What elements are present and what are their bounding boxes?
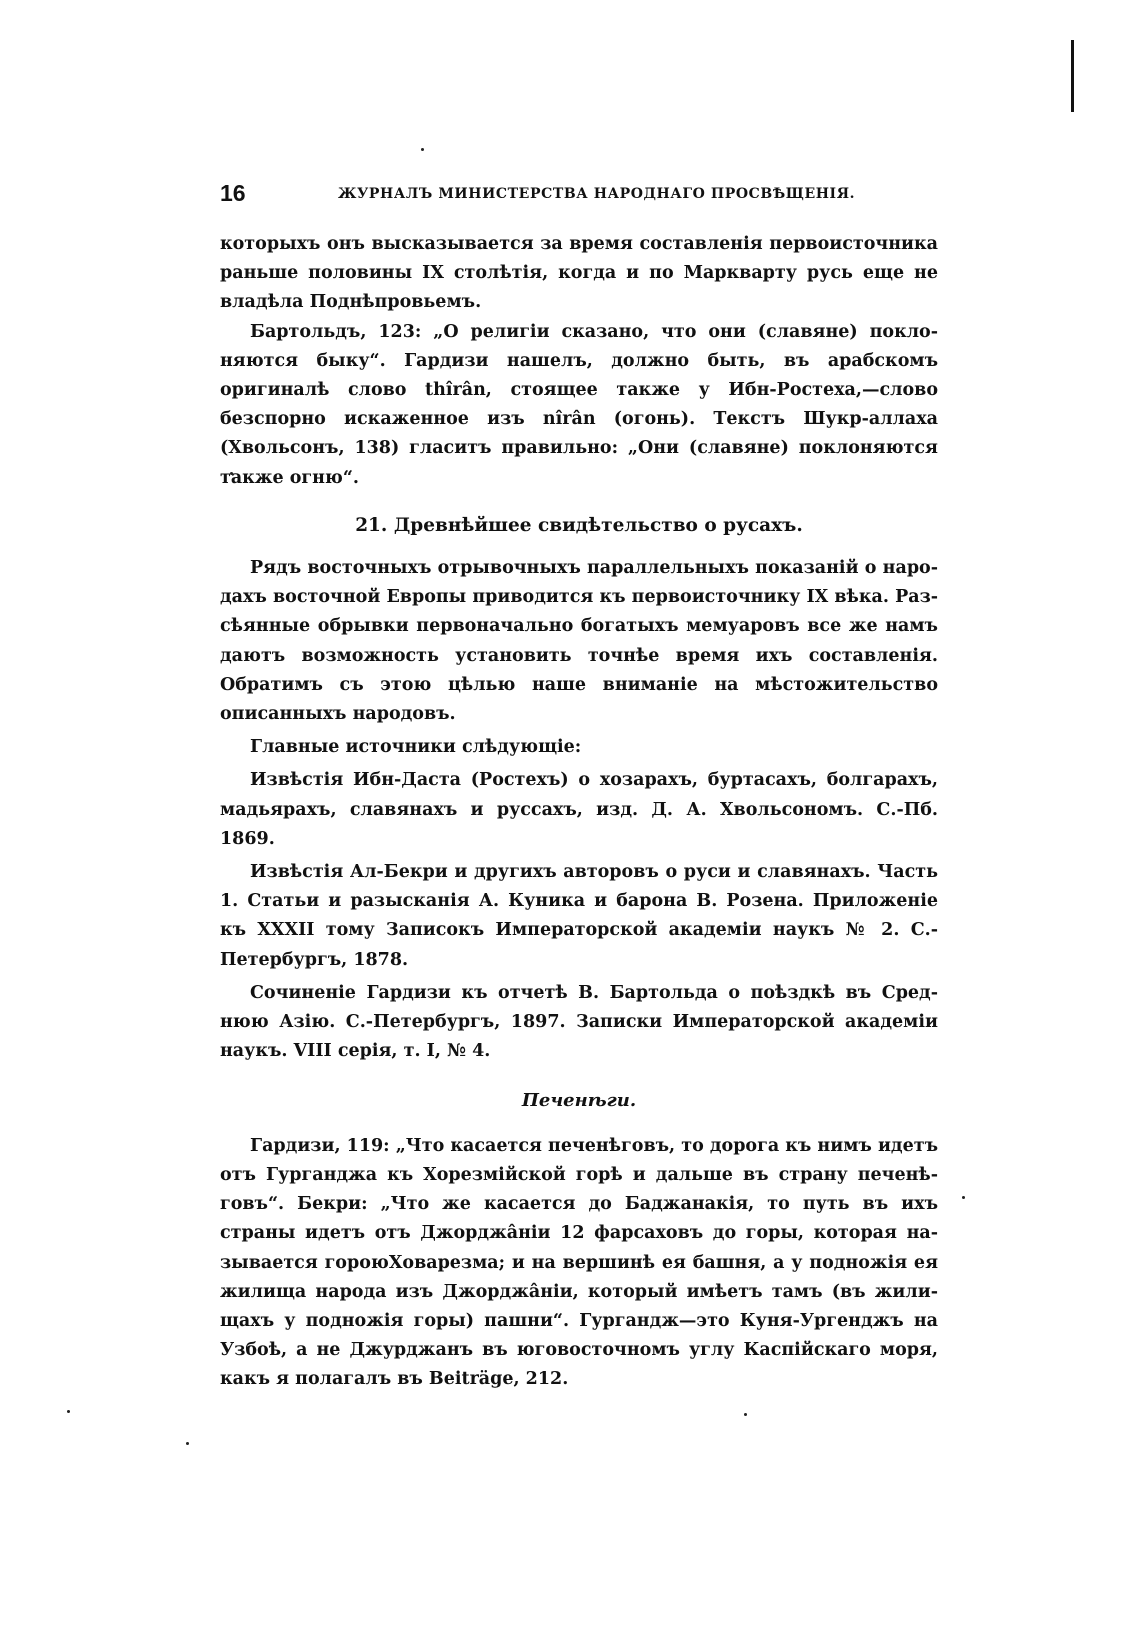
scan-speck bbox=[421, 148, 424, 151]
scan-speck bbox=[962, 1196, 965, 1199]
paragraph-sources-heading: Главные источники слѣдующіе: bbox=[250, 737, 582, 758]
paragraph-source-ibn-dasta: Извѣстія Ибн-Даста (Ростехъ) о хозарахъ, буртасахъ, болгарахъ, мадьярахъ, славянахъ и руссахъ, изд. Д. А. Хвольсономъ. С.-Пб. 1869. bbox=[220, 770, 938, 849]
page-number: 16 bbox=[220, 180, 246, 206]
scan-speck bbox=[744, 1413, 747, 1416]
running-title: ЖУРНАЛЪ МИНИСТЕРСТВА НАРОДНАГО ПРОСВѢЩЕНІЯ. bbox=[338, 186, 856, 202]
margin-rule-mark bbox=[1071, 40, 1074, 112]
scan-speck bbox=[186, 1442, 189, 1445]
paragraph-continuation: которыхъ онъ высказывается за время составленія первоисточника раньше половины IX столѣтія, когда и по Маркварту русь еще не владѣла Поднѣпровьемъ. bbox=[220, 234, 938, 313]
paragraph-pechenegs: Гардизи, 119: „Что касается печенѣговъ, то дорога къ нимъ идетъ отъ Гурганджа къ Хорезмійской горѣ и дальше въ страну печенѣговъ“. Бекри: „Что же касается до Баджанакія, то путь въ ихъ страны идетъ отъ Джорджâніи 12 фарсаховъ до горы, которая называется гороюХоварезма; и на вершинѣ ея башня, а у подножія ея жилища народа изъ Джорджâніи, который имѣетъ тамъ (въ жилищахъ у подножія горы) пашни“. Гургандж—это Куня-Ургенджъ на Узбоѣ, а не Джурджанъ въ юговосточномъ углу Каспійскаго моря, какъ я полагалъ въ Beiträge, 212. bbox=[220, 1135, 938, 1390]
subsection-title: Печенѣги. bbox=[521, 1090, 637, 1112]
page-body bbox=[220, 230, 938, 1395]
paragraph-source-al-bekri: Извѣстія Ал-Бекри и другихъ авторовъ о руси и славянахъ. Часть 1. Статьи и разысканія А. Куника и барона В. Розена. Приложеніе къ XXXII тому Записокъ Императорской академіи наукъ № 2. С.-Петербургъ, 1878. bbox=[220, 862, 938, 970]
paragraph-bartold: Бартольдъ, 123: „О религіи сказано, что они (славяне) поклоняются быку“. Гардизи нашелъ, должно быть, въ арабскомъ оригиналѣ слово thîrân, стоящее также у Ибн-Ростеха,—слово безспорно искаженное изъ nîrân (огонь). Текстъ Шукр-аллаха (Хвольсонъ, 138) гласитъ правильно: „Они (славяне) поклоняются также огню“. bbox=[220, 321, 938, 488]
paragraph-source-gardizi: Сочиненіе Гардизи къ отчетѣ В. Бартольда о поѣздкѣ въ Среднюю Азію. С.-Петербургъ, 1897. Записки Императорской академіи наукъ. VIII серія, т. I, № 4. bbox=[220, 982, 938, 1062]
section-title: 21. Древнѣйшее свидѣтельство о русахъ. bbox=[355, 514, 803, 536]
paragraph-intro: Рядъ восточныхъ отрывочныхъ параллельныхъ показаній о народахъ восточной Европы приводится къ первоисточнику IX вѣка. Разсѣянные обрывки первоначально богатыхъ мемуаровъ все же намъ даютъ возможность установить точнѣе время ихъ составленія. Обратимъ съ этою цѣлью наше вниманіе на мѣстожительство описанныхъ народовъ. bbox=[220, 558, 938, 725]
page-header bbox=[220, 180, 940, 216]
scan-speck bbox=[67, 1410, 70, 1413]
